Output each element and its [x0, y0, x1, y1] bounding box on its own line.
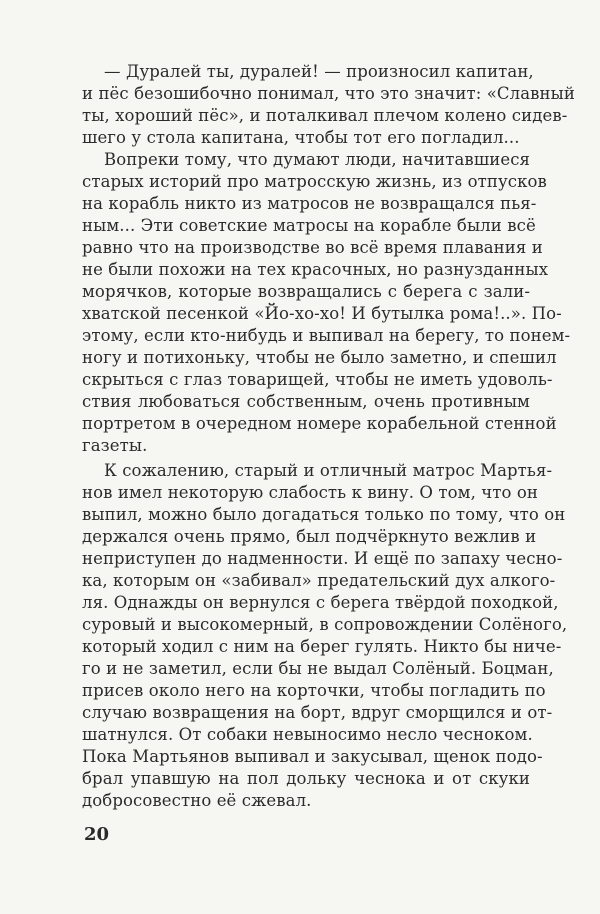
text-line: К сожалению, старый и отличный матрос Мартья-	[104, 461, 553, 480]
text-line: добросовестно её сжевал.	[82, 791, 312, 810]
text-line: суровый и высокомерный, в сопровождении Солёного,	[82, 615, 568, 634]
text-line: — Дуралей ты, дуралей! — произносил капитан,	[104, 62, 534, 81]
text-line: морячков, которые возвращались с берега с зали-	[82, 282, 530, 301]
text-line: старых историй про матросскую жизнь, из отпусков	[82, 172, 547, 191]
text-line: скрыться с глаз товарищей, чтобы не иметь удоволь-	[82, 370, 553, 389]
text-line: шего у стола капитана, чтобы тот его погладил...	[82, 128, 520, 147]
text-line: ля. Однажды он вернулся с берега твёрдой походкой,	[82, 593, 559, 612]
page-number: 20	[84, 824, 110, 845]
text-line: портретом в очередном номере корабельной стенной	[82, 414, 557, 433]
text-line: газеты.	[82, 436, 148, 455]
text-line: неприступен до надменности. И ещё по запаху чесно-	[82, 549, 563, 568]
text-line: присев около него на корточки, чтобы погладить по	[82, 681, 546, 700]
text-line: ногу и потихоньку, чтобы не было заметно, и спешил	[82, 348, 557, 367]
text-line: на корабль никто из матросов не возвращался пья-	[82, 194, 537, 213]
text-line: хватской песенкой «Йо-хо-хо! И бутылка рома!..». По-	[82, 304, 562, 323]
text-line: нов имел некоторую слабость к вину. О том, что он	[82, 483, 539, 502]
text-line: шатнулся. От собаки невыносимо несло чесноком.	[82, 725, 533, 744]
text-line: Пока Мартьянов выпивал и закусывал, щенок подо-	[82, 747, 543, 766]
text-line: этому, если кто-нибудь и выпивал на берегу, то понем-	[82, 326, 571, 345]
text-line: Вопреки тому, что думают люди, начитавшиеся	[104, 150, 531, 169]
text-line: ты, хороший пёс», и поталкивал плечом колено сидев-	[82, 106, 568, 125]
text-line: брал упавшую на пол дольку чеснока и от скуки	[82, 769, 530, 788]
text-line: выпил, можно было догадаться только по тому, что он	[82, 505, 566, 524]
text-line: не были похожи на тех красочных, но разнузданных	[82, 260, 549, 279]
text-line: ка, которым он «забивал» предательский дух алкого-	[82, 571, 556, 590]
text-line: равно что на производстве во всё время плавания и	[82, 238, 543, 257]
text-line: и пёс безошибочно понимал, что это значит: «Славный	[82, 84, 575, 103]
text-line: ствия любоваться собственным, очень противным	[82, 392, 530, 411]
text-line: держался очень прямо, был подчёркнуто вежлив и	[82, 527, 537, 546]
text-line: случаю возвращения на борт, вдруг сморщился и от-	[82, 703, 553, 722]
text-line: го и не заметил, если бы не выдал Солёный. Боцман,	[82, 659, 554, 678]
text-line: который ходил с ним на берег гулять. Никто бы ниче-	[82, 637, 562, 656]
text-line: ным... Эти советские матросы на корабле были всё	[82, 216, 536, 235]
